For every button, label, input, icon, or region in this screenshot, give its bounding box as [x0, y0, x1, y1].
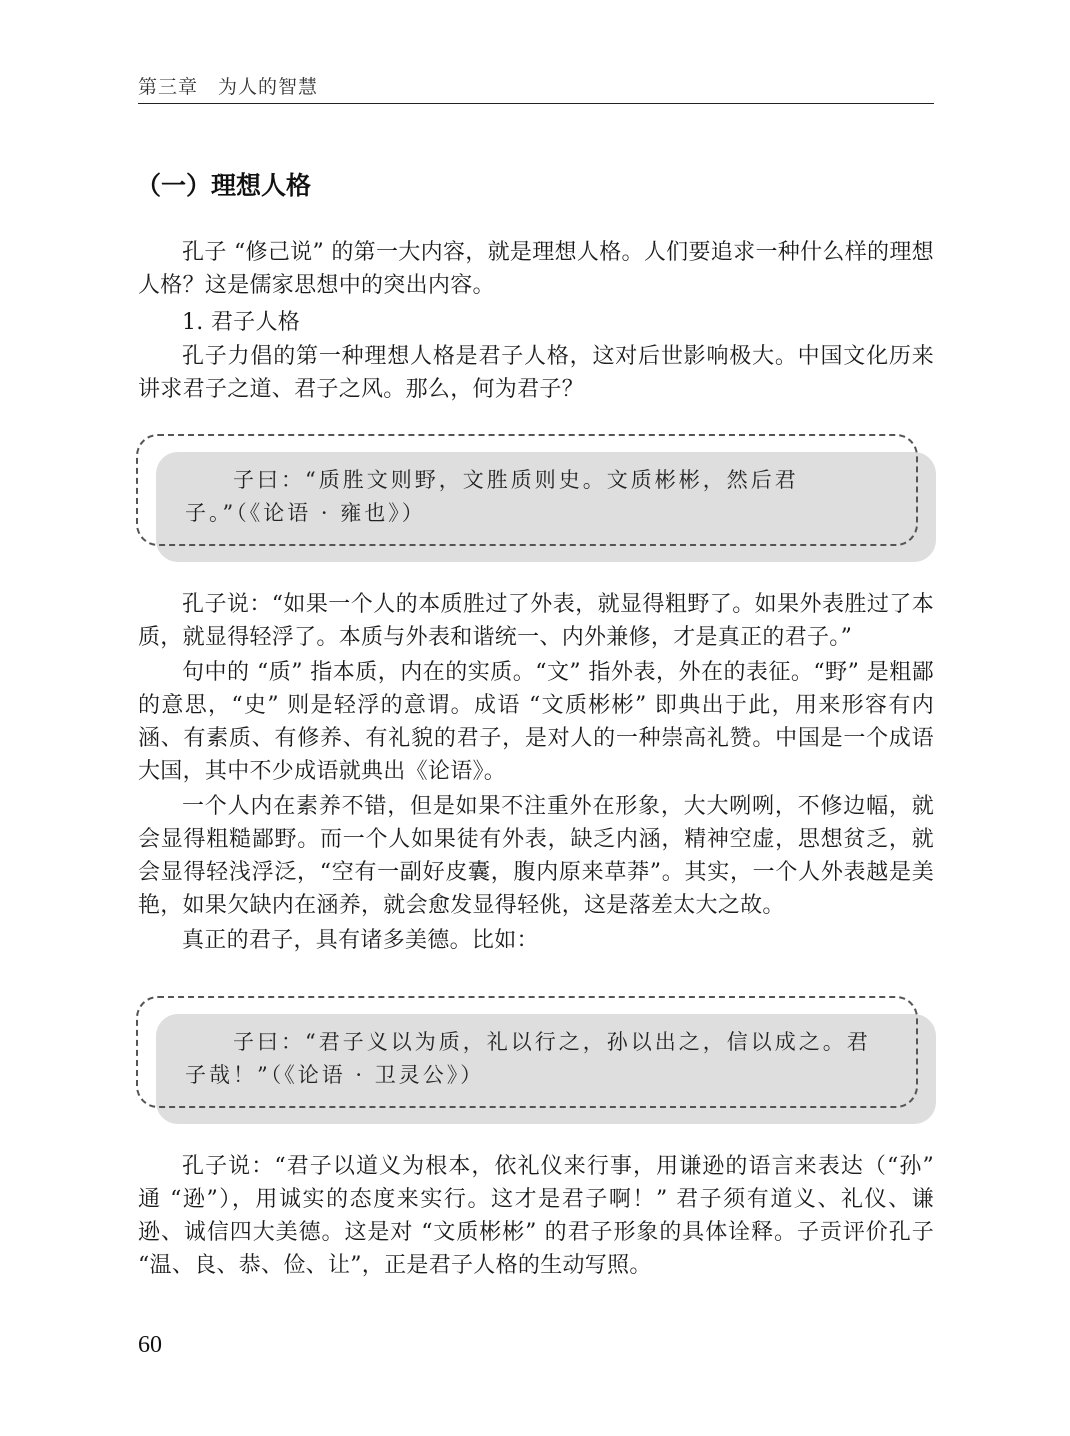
- paragraph-junzi-intro: 孔子力倡的第一种理想人格是君子人格，这对后世影响极大。中国文化历来讲求君子之道、君子之风。那么，何为君子？: [138, 344, 934, 402]
- paragraph-inner-outer: 一个人内在素养不错，但是如果不注重外在形象，大大咧咧，不修边幅，就会显得粗糙鄙野。而一个人如果徒有外表，缺乏内涵，精神空虚，思想贫乏，就会显得轻浅浮泛，“空有一副好皮囊，腹内原来草莽”。其实，一个人外表越是美艳，如果欠缺内在涵养，就会愈发显得轻佻，这是落差太大之故。: [138, 794, 934, 918]
- quote-yongye: 子曰：“质胜文则野，文胜质则史。文质彬彬，然后君子。”（《论语 · 雍也》）: [185, 468, 799, 525]
- running-header: 第三章 为人的智慧: [138, 76, 319, 98]
- subheading-junzi: 1. 君子人格: [182, 310, 301, 335]
- paragraph-explanation-1: 孔子说：“如果一个人的本质胜过了外表，就显得粗野了。如果外表胜过了本质，就显得轻浮了。本质与外表和谐统一、内外兼修，才是真正的君子。”: [138, 592, 934, 650]
- paragraph-explanation-2: 孔子说：“君子以道义为根本，依礼仪来行事，用谦逊的语言来表达（“孙” 通 “逊”），用诚实的态度来实行。这才是君子啊！” 君子须有道义、礼仪、谦逊、诚信四大美德。这是对 “文质彬彬” 的君子形象的具体诠释。子贡评价孔子 “温、良、恭、俭、让”，正是君子人格的生动写照。: [138, 1154, 934, 1278]
- section-title: （一）理想人格: [136, 171, 312, 200]
- paragraph-intro: 孔子 “修己说” 的第一大内容，就是理想人格。人们要追求一种什么样的理想人格？这是儒家思想中的突出内容。: [138, 240, 934, 298]
- quote-weilinggong: 子曰：“君子义以为质，礼以行之，孙以出之，信以成之。君子哉！”（《论语 · 卫灵公》）: [185, 1030, 871, 1087]
- page-number: 60: [138, 1332, 162, 1358]
- header-rule: [138, 103, 934, 104]
- paragraph-wenzhi: 句中的 “质” 指本质，内在的实质。“文” 指外表，外在的表征。“野” 是粗鄙的意思，“史” 则是轻浮的意谓。成语 “文质彬彬” 即典出于此，用来形容有内涵、有素质、有修养、有礼貌的君子，是对人的一种崇高礼赞。中国是一个成语大国，其中不少成语就典出《论语》。: [138, 660, 934, 784]
- paragraph-virtues: 真正的君子，具有诸多美德。比如：: [182, 928, 539, 953]
